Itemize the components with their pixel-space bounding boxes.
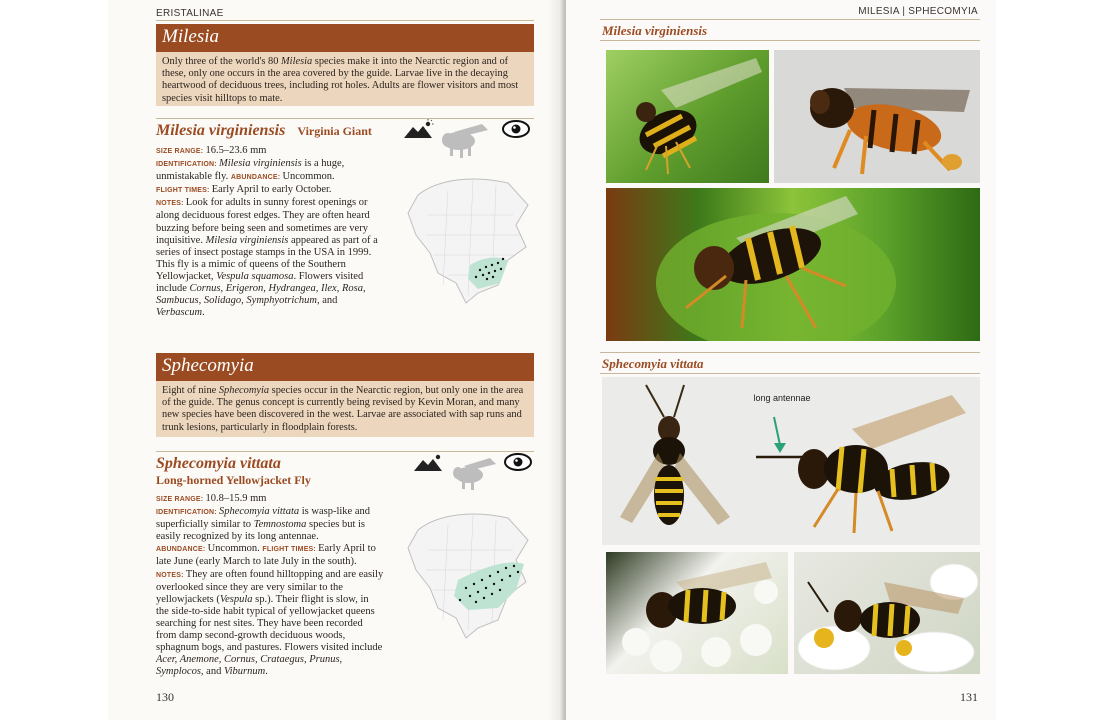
text-run: Verbascum [156,307,203,319]
text-run: 10.8–15.9 mm [205,493,267,504]
species-title-milesia-virginiensis [156,122,406,140]
field-label: ABUNDANCE: [230,174,283,182]
range-map-sphecomyia [388,500,538,655]
text-run: They are often found hilltopping and are easily overlooked since they are very similar to the yellowjackets ( [156,568,384,605]
text-run: is wasp-like and superficially similar to [156,506,371,531]
habitat-icons-sphecomyia [414,451,538,498]
photo-sphecomyia-on-flowers-1 [606,552,788,674]
text-run: Look for adults in sunny forest openings or along deciduous forest edges. They are often heard buzzing before being seen and sometimes are very inquisitive. [156,197,370,246]
field-label: IDENTIFICATION: [156,161,219,169]
plate-rule [600,40,980,41]
species-account-sphecomyia [156,493,384,678]
field-label: SIZE RANGE: [156,496,206,503]
dorsal-fly [620,385,730,525]
mountain-sun-icon [404,119,434,138]
header-rule [156,20,534,21]
field-label: SIZE RANGE: [156,148,206,155]
running-head-left: ERISTALINAE [156,8,224,19]
fly-silhouette-icon [442,124,488,158]
text-run: Vespula squamosa [216,270,294,282]
text-run: Uncommon. [282,171,335,183]
common-name: Long-horned Yellowjacket Fly [156,473,311,487]
text-run: Sphecomyia [218,385,270,396]
photo-sphecomyia-on-flowers-2 [794,552,980,674]
genus-banner-milesia: Milesia [156,24,534,52]
text-run: and [203,666,224,678]
text-run: Early April to late June (early March to late July in the south). [156,543,376,568]
plate-title-milesia: Milesia virginiensis [602,23,708,38]
text-run: Milesia virginiensis [205,234,289,246]
page-number-right: 131 [960,690,978,704]
text-run: Cornus, Erigeron, Hydrangea, Ilex, Rosa, Sambucus, Solidago, Symphyotrichum, [156,283,366,307]
field-label: NOTES: [156,571,186,579]
eye-icon [505,454,531,470]
field-label: IDENTIFICATION: [156,509,219,517]
genus-intro-sphecomyia [156,381,534,437]
field-label: FLIGHT TIMES: [156,187,212,195]
right-page [566,0,996,720]
text-run: . Flowers visited include [156,270,364,295]
text-run: Viburnum [223,666,266,678]
text-run: is a huge, unmistakable fly. [156,158,345,183]
text-run: Acer, Anemone, Cornus, Crataegus, Prunus, Symplocos, [156,654,343,678]
range-map-milesia [388,165,538,320]
text-run: Uncommon. [207,543,263,555]
photo-milesia-on-leaf [606,188,980,341]
fly-silhouette-icon [453,458,496,490]
field-label: NOTES: [156,200,186,208]
lateral-fly [756,395,966,533]
page-number-left: 130 [156,690,174,704]
section-rule [600,352,980,353]
text-run: sp.). Their flight is slow, in the side-to-side habit typical of yellowjacket queens searching for nest sites. They have been recorded from damp second-growth deciduous woods, sphagnum bogs, and pastures. Flowers visited include [156,593,383,654]
photo-milesia-dorsal [606,50,769,183]
callout-arrow [774,417,780,445]
text-run: Vespula [219,593,253,605]
field-label: FLIGHT TIMES: [262,546,319,554]
genus-banner-sphecomyia: Sphecomyia [156,353,534,381]
species-name: Milesia virginiensis [156,122,286,139]
eye-icon [503,121,529,137]
header-rule [600,19,980,20]
habitat-icons-milesia [404,118,536,165]
text-run: Temnostoma [253,519,307,531]
common-name: Virginia Giant [297,124,372,138]
text-run: Only three of the world's 80 [162,56,282,67]
text-run: Eight of nine [162,385,219,396]
text-run: Milesia [281,56,313,67]
field-label: ABUNDANCE: [156,546,208,554]
plate-title-sphecomyia: Sphecomyia vittata [602,356,704,371]
text-run: . [202,307,205,319]
running-head-right: MILESIA | SPHECOMYIA [858,6,978,17]
callout-label: long antennae [753,393,811,403]
text-run: species make it into the Nearctic region and of these, only one occurs in the area covered by the guide. Larvae live in the decaying heartwood of deciduous trees, including rot holes. Adults are flower visitors and most species visit hilltops to mate. [162,56,519,104]
photo-sphecomyia-dorsal-lateral [602,377,980,545]
text-run: species occur in the Nearctic region, but only one in the area of the guide. The genus concept is currently being revised by Kevin Moran, and many new species have been discovered in the west. Larvae are associated with sap runs and trunk lesions, particularly in floodplain forests. [162,385,524,433]
text-run: and [319,295,338,307]
text-run: 16.5–23.6 mm [205,145,267,156]
text-run: Milesia virginiensis [218,158,302,170]
text-run: . [265,666,268,678]
photo-milesia-lateral [774,50,980,183]
text-run: Early April to early October. [211,184,332,196]
mountain-sun-icon [414,455,442,471]
genus-intro-milesia [156,52,534,106]
left-page [108,0,566,720]
species-title-sphecomyia-vittata [156,455,406,488]
plate-rule [600,373,980,374]
species-account-milesia [156,145,384,319]
text-run: appeared as part of a series of insect postage stamps in the USA in 1999. This fly is a mimic of queens of the Southern Yellowjacket, [156,234,378,282]
text-run: Sphecomyia vittata [218,506,300,518]
text-run: species but is easily recognized by its long antennae. [156,519,366,543]
species-name: Sphecomyia vittata [156,455,281,472]
